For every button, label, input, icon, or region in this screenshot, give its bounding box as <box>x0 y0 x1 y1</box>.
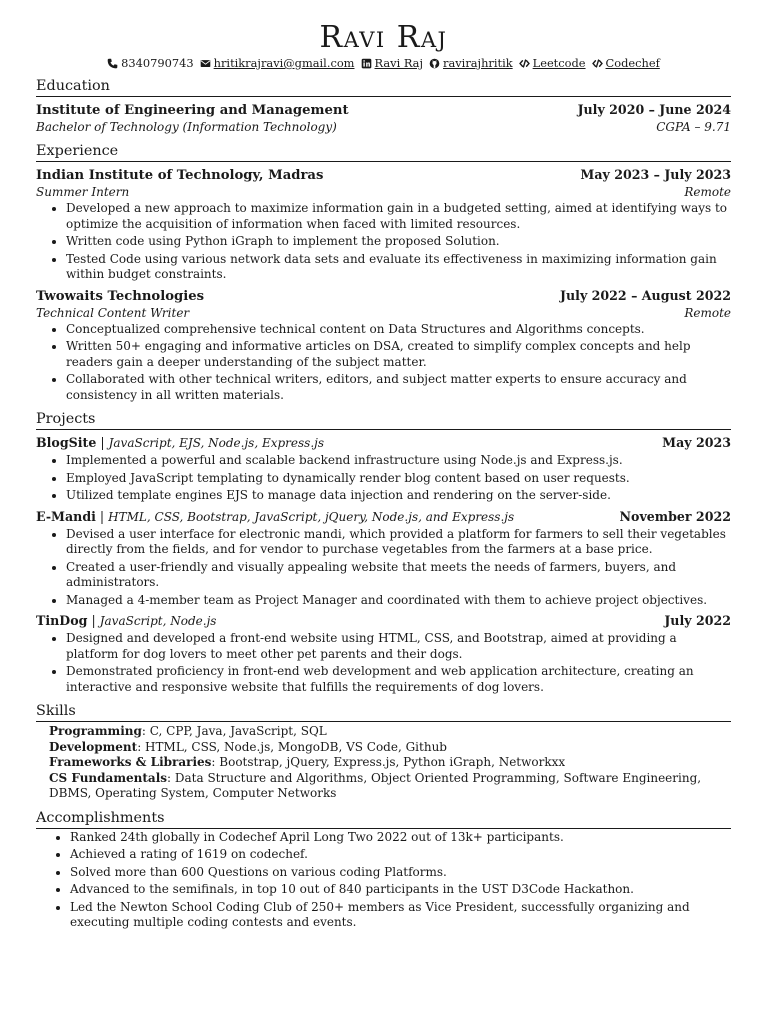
skill-label: Programming <box>49 724 142 738</box>
skill-row <box>49 740 731 756</box>
accomplishments-heading: Accomplishments <box>36 809 731 829</box>
leetcode-link[interactable]: Leetcode <box>532 56 586 70</box>
list-item: • Written code using Python iGraph to implement the proposed Solution. <box>66 234 731 250</box>
education-entry <box>36 101 731 135</box>
grade: CGPA – 9.71 <box>656 120 731 134</box>
code-icon <box>519 58 530 69</box>
list-item: • Demonstrated proficiency in front-end web development and web application architecture, creating an interactive and responsive website that fulfills the requirements of dog lovers. <box>66 664 731 695</box>
linkedin-link[interactable]: Ravi Raj <box>374 56 423 70</box>
project-entry <box>36 434 731 504</box>
github-icon <box>429 58 440 69</box>
codechef-contact[interactable] <box>592 56 660 70</box>
phone-icon <box>107 58 118 69</box>
list-item: • Created a user-friendly and visually appealing website that meets the needs of farmers, buyers, and administrators. <box>66 560 731 591</box>
skill-value: : HTML, CSS, Node.js, MongoDB, VS Code, Github <box>137 739 447 754</box>
skill-value: : C, CPP, Java, JavaScript, SQL <box>141 724 327 738</box>
list-item: • Led the Newton School Coding Club of 250+ members as Vice President, successfully organizing and executing multiple coding contests and events. <box>70 900 731 931</box>
job-location: Remote <box>684 185 731 199</box>
phone-contact <box>107 56 193 70</box>
project-tech: HTML, CSS, Bootstrap, JavaScript, jQuery, Node.js, and Express.js <box>108 509 515 524</box>
organization-name: Indian Institute of Technology, Madras <box>36 168 324 183</box>
skill-value: : Bootstrap, jQuery, Express.js, Python iGraph, Networkxx <box>211 755 566 769</box>
linkedin-contact[interactable] <box>361 56 424 70</box>
github-link[interactable]: ravirajhritik <box>443 56 513 70</box>
project-date: May 2023 <box>662 435 731 450</box>
job-bullets <box>36 201 731 283</box>
accomplishments-section <box>36 830 731 931</box>
envelope-icon <box>200 58 211 69</box>
project-header: E-Mandi | HTML, CSS, Bootstrap, JavaScript, jQuery, Node.js, and Express.js <box>36 508 515 524</box>
project-name: BlogSite <box>36 435 97 450</box>
education-dates: July 2020 – June 2024 <box>577 102 731 117</box>
degree: Bachelor of Technology (Information Technology) <box>36 120 337 134</box>
list-item: • Solved more than 600 Questions on various coding Platforms. <box>70 865 731 881</box>
list-item: • Devised a user interface for electronic mandi, which provided a platform for farmers to sell their vegetables directly from the fields, and for vendor to purchase vegetables from the farmers at a base price. <box>66 527 731 558</box>
leetcode-contact[interactable] <box>519 56 586 70</box>
job-role: Summer Intern <box>36 185 130 199</box>
project-date: November 2022 <box>619 508 731 524</box>
project-header: TinDog | JavaScript, Node.js <box>36 613 217 628</box>
resume-page <box>36 20 731 933</box>
skill-label: CS Fundamentals <box>49 770 168 785</box>
list-item: • Achieved a rating of 1619 on codechef. <box>70 847 731 863</box>
experience-heading: Experience <box>36 142 731 162</box>
project-entry <box>36 508 731 609</box>
project-tech: JavaScript, Node.js <box>99 614 217 628</box>
skill-value: : Data Structure and Algorithms, Object Oriented Programming, Software Engineering, DBMS, Operating System, Computer Networks <box>49 770 702 800</box>
skill-label: Development <box>49 739 138 754</box>
projects-heading: Projects <box>36 410 731 430</box>
accomplishment-bullets <box>36 830 731 931</box>
project-name: E-Mandi <box>36 508 96 524</box>
project-date: July 2022 <box>664 613 731 628</box>
skills-list <box>36 724 731 802</box>
list-item: • Employed JavaScript templating to dynamically render blog content based on user requests. <box>66 471 731 487</box>
code-icon <box>592 58 603 69</box>
experience-entry <box>36 287 731 404</box>
job-dates: July 2022 – August 2022 <box>560 287 731 303</box>
list-item: • Utilized template engines EJS to manage data injection and rendering on the server-side. <box>66 488 731 504</box>
list-item: • Written 50+ engaging and informative articles on DSA, created to simplify complex concepts and help readers gain a deeper understanding of the subject matter. <box>66 339 731 370</box>
list-item: • Developed a new approach to maximize information gain in a budgeted setting, aimed at identifying ways to optimize the acquisition of information when faced with limited resources. <box>66 201 731 232</box>
project-name: TinDog <box>36 613 88 628</box>
skill-row <box>49 724 731 740</box>
list-item: • Implemented a powerful and scalable backend infrastructure using Node.js and Express.js. <box>66 453 731 469</box>
email-contact[interactable] <box>200 56 355 70</box>
list-item: • Conceptualized comprehensive technical content on Data Structures and Algorithms concepts. <box>66 322 731 338</box>
project-tech: JavaScript, EJS, Node.js, Express.js <box>108 436 325 450</box>
experience-entry <box>36 166 731 283</box>
organization-name: Twowaits Technologies <box>36 288 205 304</box>
codechef-link[interactable]: Codechef <box>605 56 660 70</box>
project-bullets <box>36 631 731 695</box>
education-heading: Education <box>36 77 731 97</box>
job-bullets <box>36 322 731 404</box>
project-bullets <box>36 453 731 504</box>
list-item: • Managed a 4-member team as Project Manager and coordinated with them to achieve project objectives. <box>66 593 731 609</box>
list-item: • Ranked 24th globally in Codechef April Long Two 2022 out of 13k+ participants. <box>70 830 731 846</box>
job-location: Remote <box>684 305 731 320</box>
skill-row <box>49 771 731 802</box>
project-header: BlogSite | JavaScript, EJS, Node.js, Express.js <box>36 435 325 450</box>
email-link[interactable]: hritikrajravi@gmail.com <box>213 56 355 70</box>
phone-number: 8340790743 <box>121 56 194 70</box>
list-item: • Advanced to the semifinals, in top 10 out of 840 participants in the UST D3Code Hackathon. <box>70 882 731 898</box>
resume-name: Ravi Raj <box>319 20 448 55</box>
project-entry <box>36 612 731 695</box>
linkedin-icon <box>361 58 372 69</box>
list-item: • Collaborated with other technical writers, editors, and subject matter experts to ensure accuracy and consistency in all written materials. <box>66 372 731 403</box>
contact-bar <box>36 56 731 70</box>
list-item: • Tested Code using various network data sets and evaluate its effectiveness in maximizing information gain within budget constraints. <box>66 252 731 283</box>
job-role: Technical Content Writer <box>36 305 190 320</box>
list-item: • Designed and developed a front-end website using HTML, CSS, and Bootstrap, aimed at providing a platform for dog lovers to meet other pet parents and their dogs. <box>66 631 731 662</box>
job-dates: May 2023 – July 2023 <box>580 167 731 182</box>
skill-label: Frameworks & Libraries <box>49 755 212 769</box>
institution-name: Institute of Engineering and Management <box>36 103 349 118</box>
skills-heading: Skills <box>36 702 731 722</box>
skill-row <box>49 755 731 771</box>
project-bullets <box>36 527 731 609</box>
github-contact[interactable] <box>429 56 513 70</box>
